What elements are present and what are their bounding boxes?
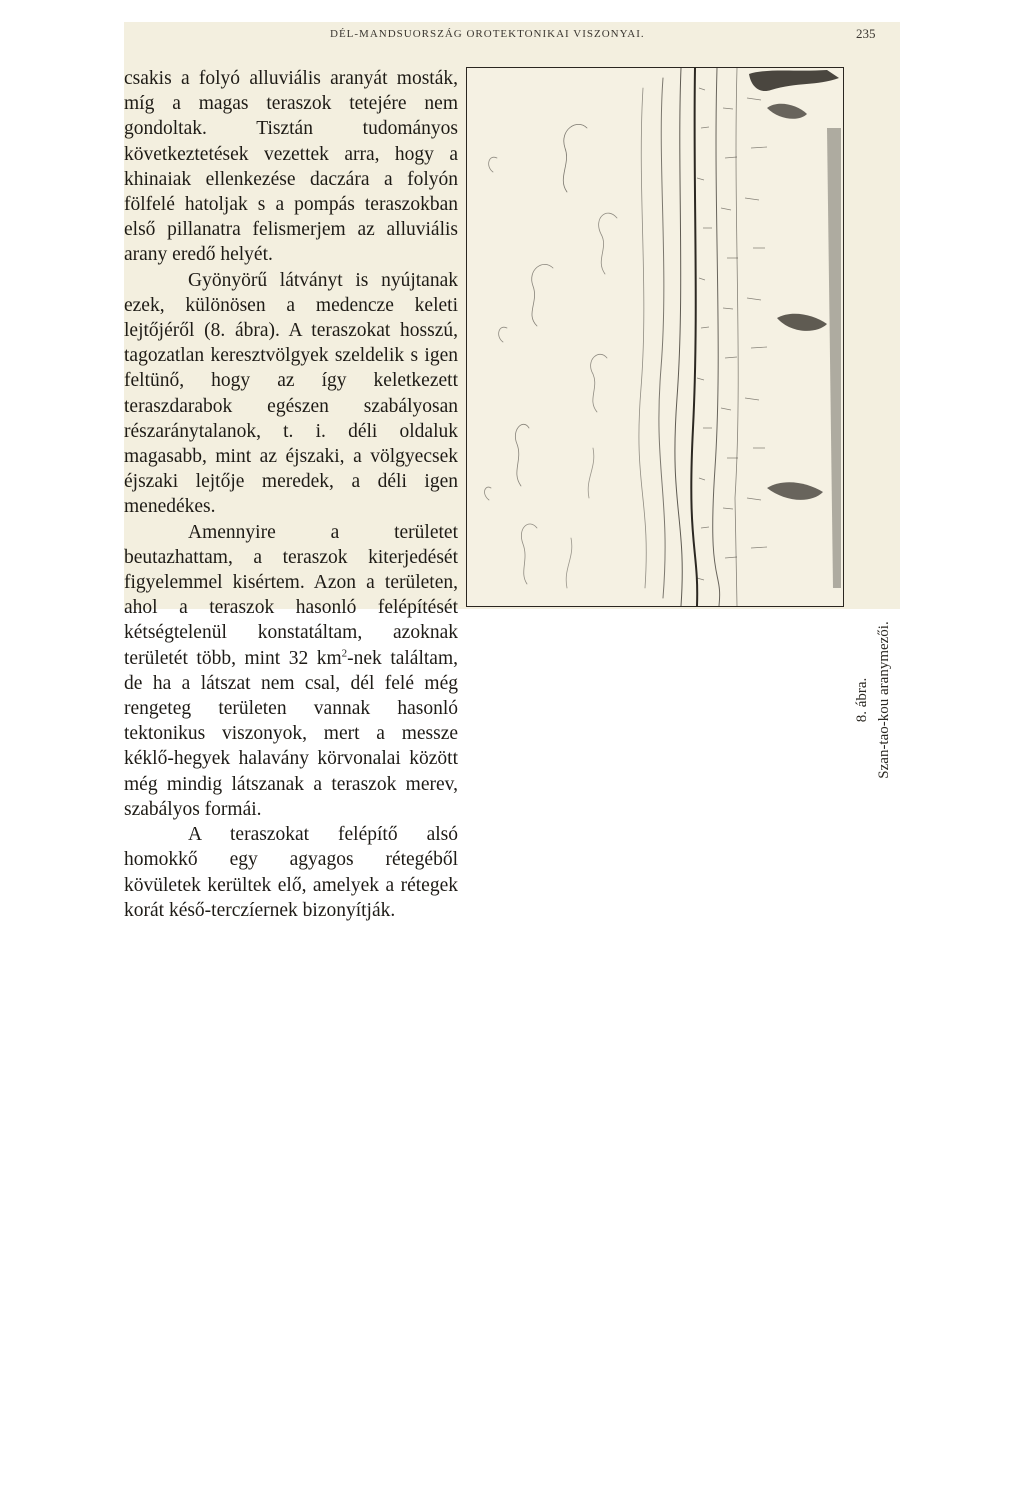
tree-cluster xyxy=(749,70,839,91)
terrace-edge-line xyxy=(691,68,697,606)
paragraph-4: A teraszokat felépítő alsó homokkő egy agyagos rétegéből kövületek kerültek elő, amelyek a rétegek korát késő-terczíernek bizonyítják. xyxy=(124,824,458,921)
paragraph-3-text-a: Amennyire a területet beutazhattam, a teraszok kiterjedését figyelemmel kisértem. Azon a területen, ahol a teraszok hasonló felépítését kétségtelenül konstatáltam, azoknak területét több, mint 32 km xyxy=(124,521,458,669)
paragraph-3 xyxy=(124,520,458,822)
paragraph-1: csakis a folyó alluviális aranyát mosták, míg a magas teraszok tetejére nem gondoltak. Tisztán tudományos következtetések vezettek arra, hogy a khinaiak ellenkezése daczára a folyón fölfelé hatoljak s a pompás teraszokban első pillanatra felismerjem az alluviális arany eredő helyét. xyxy=(124,68,458,266)
paragraph-2: Gyönyörű látványt is nyújtanak ezek, különösen a medencze keleti lejtőjéről (8. ábra). A teraszokat hosszú, tagozatlan keresztvölgyek szeldelik s igen feltünő, hogy az így keletkezett teraszdarabok egészen szabályosan részaránytalanok, t. i. déli oldaluk magasabb, mint az éjszaki, a völgyecsek éjszaki lejtője meredek, a déli igen menedékes. xyxy=(124,269,458,518)
figure-number: 8. ábra. xyxy=(854,677,870,723)
figure-8-landscape-engraving xyxy=(466,67,844,607)
body-text xyxy=(124,66,458,923)
figure-caption xyxy=(851,621,895,778)
superscript-2: 2 xyxy=(341,647,348,660)
paragraph-3-text-b: -nek találtam, de ha a látszat nem csal, dél felé még rengeteg területen vannak hasonló tektonikus viszonyok, mert a messze kéklő-hegyek halavány körvonalai között még mindig látszanak a teraszok merev, szabályos formái. xyxy=(124,647,458,820)
running-head: DÉL-MANDSUORSZÁG OROTEKTONIKAI VISZONYAI. xyxy=(330,28,645,40)
figure-title: Szan-tao-kou aranymezői. xyxy=(876,621,892,779)
landscape-sketch xyxy=(467,68,843,606)
page-number: 235 xyxy=(856,26,876,41)
